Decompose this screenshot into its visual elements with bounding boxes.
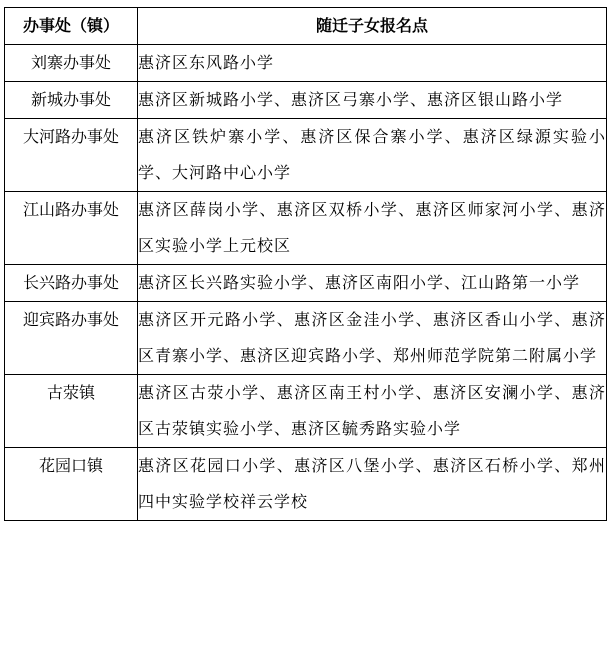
schools-cell: 惠济区花园口小学、惠济区八堡小学、惠济区石桥小学、郑州四中实验学校祥云学校 xyxy=(138,448,607,521)
district-cell: 古荥镇 xyxy=(5,375,138,448)
schools-cell: 惠济区古荥小学、惠济区南王村小学、惠济区安澜小学、惠济区古荥镇实验小学、惠济区毓秀路实验小学 xyxy=(138,375,607,448)
district-cell: 刘寨办事处 xyxy=(5,45,138,82)
table-row xyxy=(5,265,607,302)
header-schools: 随迁子女报名点 xyxy=(138,8,607,45)
schools-cell: 惠济区新城路小学、惠济区弓寨小学、惠济区银山路小学 xyxy=(138,82,607,119)
table-row xyxy=(5,192,607,265)
district-cell: 长兴路办事处 xyxy=(5,265,138,302)
table-row xyxy=(5,119,607,192)
district-cell: 大河路办事处 xyxy=(5,119,138,192)
schools-cell: 惠济区开元路小学、惠济区金洼小学、惠济区香山小学、惠济区青寨小学、惠济区迎宾路小学、郑州师范学院第二附属小学 xyxy=(138,302,607,375)
enrollment-table xyxy=(4,7,607,521)
district-cell: 新城办事处 xyxy=(5,82,138,119)
district-cell: 迎宾路办事处 xyxy=(5,302,138,375)
header-district: 办事处（镇） xyxy=(5,8,138,45)
district-cell: 江山路办事处 xyxy=(5,192,138,265)
schools-cell: 惠济区东风路小学 xyxy=(138,45,607,82)
table-row xyxy=(5,448,607,521)
table-row xyxy=(5,45,607,82)
table-row xyxy=(5,302,607,375)
schools-cell: 惠济区薛岗小学、惠济区双桥小学、惠济区师家河小学、惠济区实验小学上元校区 xyxy=(138,192,607,265)
table-row xyxy=(5,375,607,448)
schools-cell: 惠济区铁炉寨小学、惠济区保合寨小学、惠济区绿源实验小学、大河路中心小学 xyxy=(138,119,607,192)
schools-cell: 惠济区长兴路实验小学、惠济区南阳小学、江山路第一小学 xyxy=(138,265,607,302)
header-row xyxy=(5,8,607,45)
district-cell: 花园口镇 xyxy=(5,448,138,521)
table-row xyxy=(5,82,607,119)
